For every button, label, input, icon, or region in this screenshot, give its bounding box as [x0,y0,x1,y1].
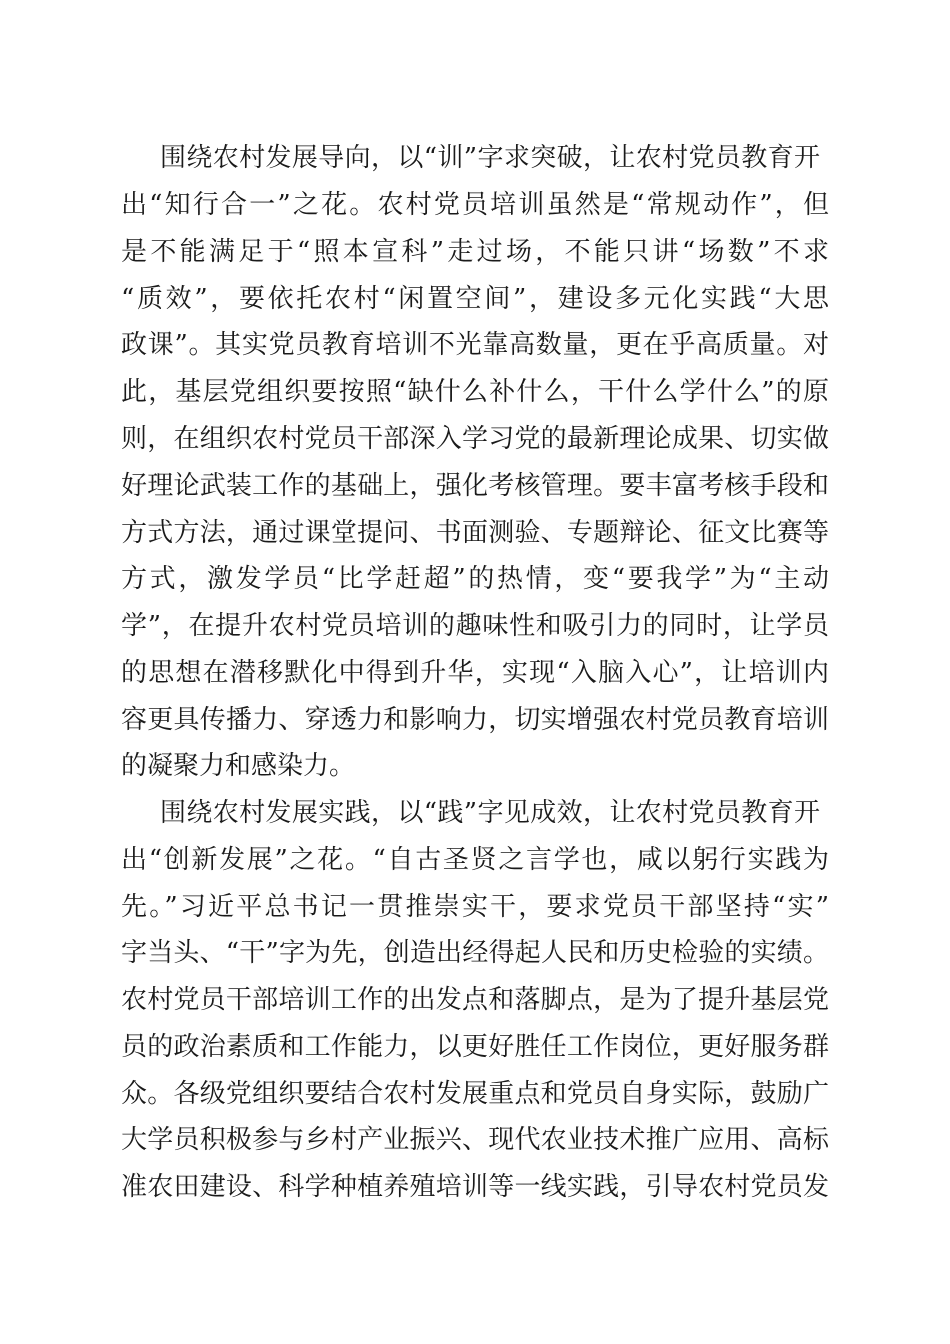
paragraph-1-line-6: 此，基层党组织要按照“缺什么补什么，干什么学什么”的原 [121,377,829,407]
paragraph-1-line-13: 容更具传播力、穿透力和影响力，切实增强农村党员教育培训 [121,705,829,735]
paragraph-1-line-4: “质效”，要依托农村“闲置空间”，建设多元化实践“大思 [121,284,829,314]
paragraph-1-line-5: 政课”。其实党员教育培训不光靠高数量，更在乎高质量。对 [121,330,829,360]
paragraph-1-line-10: 方式，激发学员“比学赶超”的热情，变“要我学”为“主动 [121,564,829,594]
paragraph-2-line-6: 员的政治素质和工作能力，以更好胜任工作岗位，更好服务群 [121,1032,829,1062]
paragraph-2-line-8: 大学员积极参与乡村产业振兴、现代农业技术推广应用、高标 [121,1125,829,1155]
paragraph-2-line-2: 出“创新发展”之花。“自古圣贤之言学也，咸以躬行实践为 [121,845,829,875]
paragraph-2-line-5: 农村党员干部培训工作的出发点和落脚点，是为了提升基层党 [121,985,829,1015]
paragraph-1-line-12: 的思想在潜移默化中得到升华，实现“入脑入心”，让培训内 [121,658,829,688]
paragraph-2-line-1: 围绕农村发展实践，以“践”字见成效，让农村党员教育开 [160,798,820,828]
paragraph-1-line-2: 出“知行合一”之花。农村党员培训虽然是“常规动作”，但 [121,190,829,220]
paragraph-1-line-3: 是不能满足于“照本宣科”走过场，不能只讲“场数”不求 [121,237,829,267]
paragraph-2-line-7: 众。各级党组织要结合农村发展重点和党员自身实际，鼓励广 [121,1079,829,1109]
paragraph-2-line-3: 先。”习近平总书记一贯推崇实干，要求党员干部坚持“实” [121,892,829,922]
paragraph-1-line-7: 则，在组织农村党员干部深入学习党的最新理论成果、切实做 [121,424,829,454]
paragraph-2-line-4: 字当头、“干”字为先，创造出经得起人民和历史检验的实绩。 [121,938,829,968]
paragraph-2-line-9: 准农田建设、科学种植养殖培训等一线实践，引导农村党员发 [121,1172,829,1202]
paragraph-1-line-11: 学”，在提升农村党员培训的趣味性和吸引力的同时，让学员 [121,611,829,641]
paragraph-1-line-9: 方式方法，通过课堂提问、书面测验、专题辩论、征文比赛等 [121,518,829,548]
paragraph-1-line-8: 好理论武装工作的基础上，强化考核管理。要丰富考核手段和 [121,471,829,501]
paragraph-1-line-1: 围绕农村发展导向，以“训”字求突破，让农村党员教育开 [160,143,820,173]
paragraph-1-line-14: 的凝聚力和感染力。 [121,751,356,781]
